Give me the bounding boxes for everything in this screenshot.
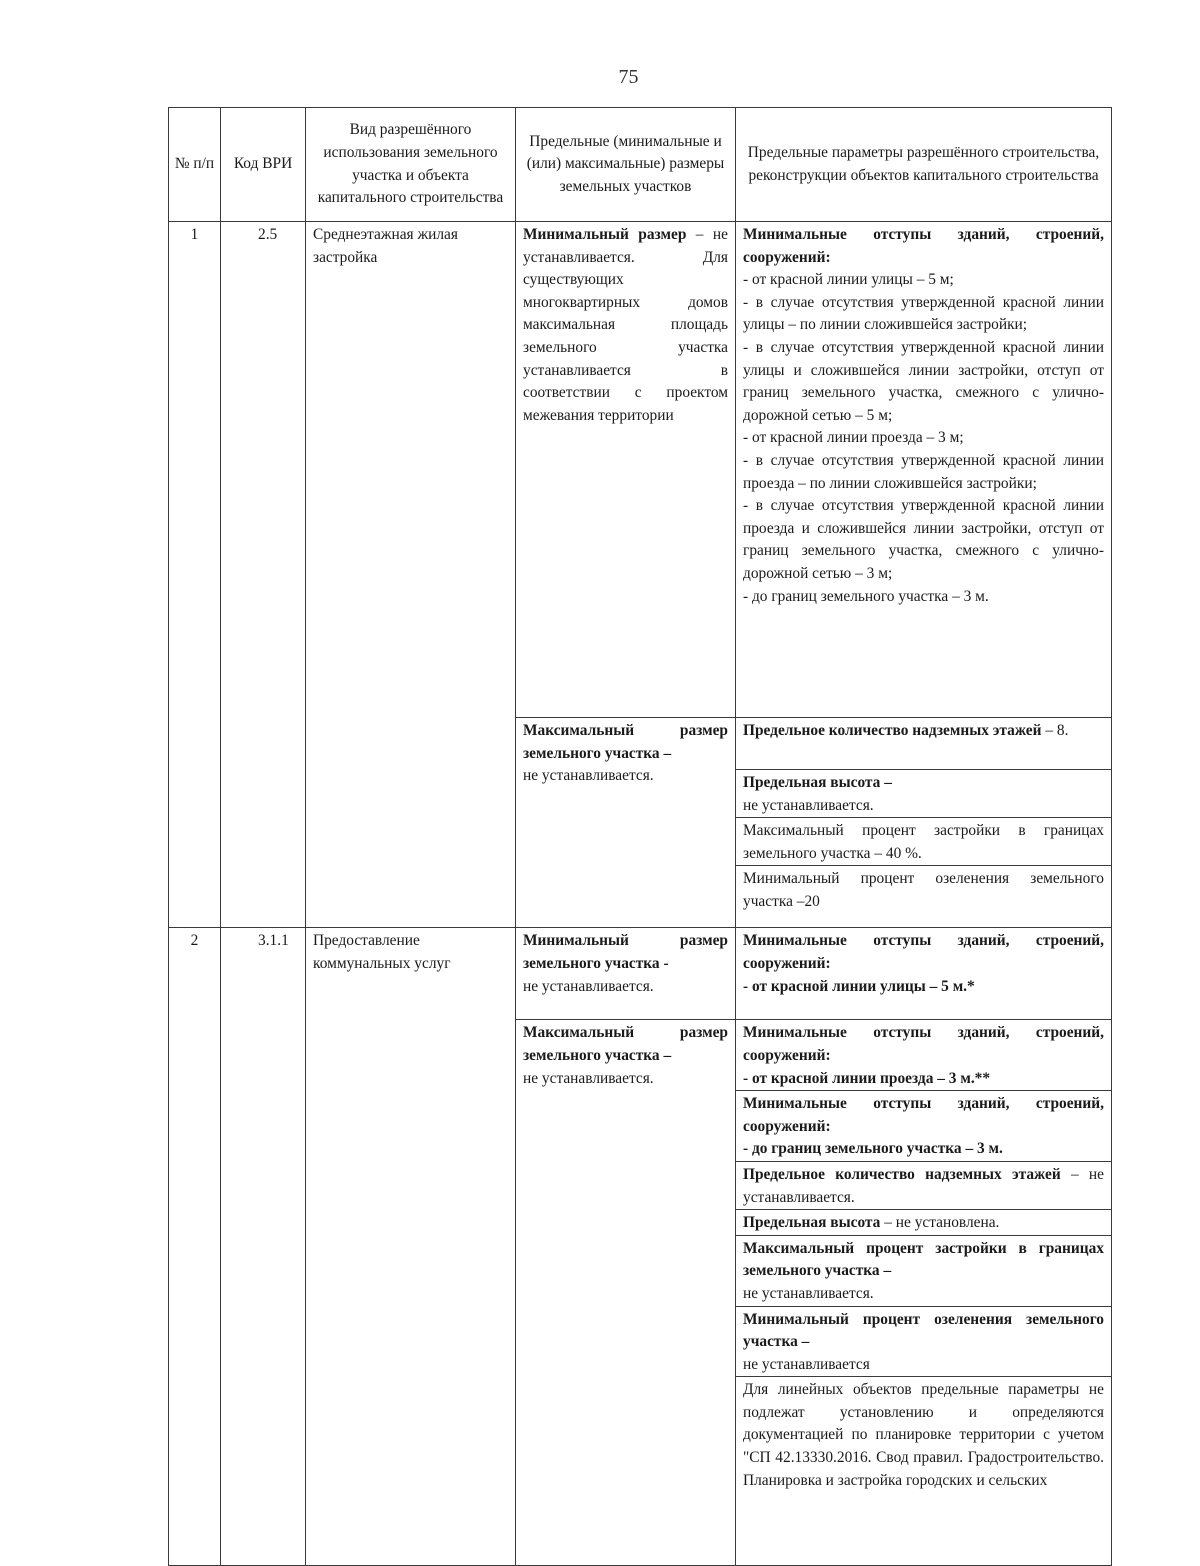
table-row xyxy=(169,928,1112,1020)
row2-linear-note xyxy=(736,1377,1112,1566)
page-number: 75 xyxy=(618,66,639,88)
row2-use: Предоставление коммунальных услуг xyxy=(306,928,516,1566)
row1-floors-value: – 8. xyxy=(1041,722,1069,739)
row2-offsets-title: Минимальные отступы зданий, строений, сооружений: xyxy=(743,932,1104,972)
row2-build-pct-value: не устанавливается. xyxy=(743,1284,874,1302)
row2-code: 3.1.1 xyxy=(221,928,306,1566)
row2-offset-passage: - от красной линии проезда – 3 м.** xyxy=(743,1069,991,1087)
row2-floors-title: Предельное количество надземных этажей xyxy=(743,1165,1061,1183)
row2-min-size-value: не устанавливается. xyxy=(523,977,654,995)
list-item: - от красной линии проезда – 3 м; xyxy=(743,429,964,447)
row2-max-size xyxy=(516,1020,736,1566)
row2-green-pct xyxy=(736,1306,1112,1377)
row1-num: 1 xyxy=(169,222,221,928)
row1-floors-title: Предельное количество надземных этажей xyxy=(743,722,1042,739)
header-use: Вид разрешённого использования земельного участка и объекта капитального строительства xyxy=(306,108,516,222)
row2-offsets2 xyxy=(736,1020,1112,1091)
row2-linear-note-text: Для линейных объектов предельные параметры не подлежат установлению и определяются документацией по планировке территории с учетом "СП 42.13330.2016. Свод правил. Градостроительство. Планировка и застройка городских и сельских xyxy=(743,1381,1104,1489)
row1-offsets-title: Минимальные отступы зданий, строений, сооружений: xyxy=(743,226,1104,266)
row2-offsets3-title: Минимальные отступы зданий, строений, сооружений: xyxy=(743,1095,1104,1135)
row2-min-size xyxy=(516,928,736,1020)
row1-floors xyxy=(736,718,1112,770)
header-num: № п/п xyxy=(169,108,221,222)
row2-max-size-value: не устанавливается. xyxy=(523,1069,654,1087)
row1-height-value: не устанавливается. xyxy=(743,796,874,814)
row2-height xyxy=(736,1210,1112,1236)
row2-offsets3 xyxy=(736,1091,1112,1162)
row2-green-pct-title: Минимальный процент озеленения земельного участка – xyxy=(743,1310,1104,1351)
row1-max-size-value: не устанавливается. xyxy=(523,767,654,785)
row2-build-pct-title: Максимальный процент застройки в границах земельного участка – xyxy=(743,1239,1104,1280)
row1-green-pct: Минимальный процент озеленения земельного участка –20 xyxy=(736,866,1112,928)
row2-min-size-title: Минимальный размер земельного участка - xyxy=(523,932,728,972)
row2-floors xyxy=(736,1161,1112,1209)
row1-offsets xyxy=(736,222,1112,718)
table-row xyxy=(169,222,1112,718)
row2-max-size-title: Максимальный размер земельного участка – xyxy=(523,1024,728,1064)
row1-code: 2.5 xyxy=(221,222,306,928)
row1-min-size xyxy=(516,222,736,718)
list-item: - в случае отсутствия утвержденной красной линии улицы – по линии сложившейся застройки; xyxy=(743,293,1104,334)
row2-height-title: Предельная высота xyxy=(743,1214,881,1232)
row1-height-title: Предельная высота – xyxy=(743,774,892,791)
row1-build-pct: Максимальный процент застройки в границах земельного участка – 40 %. xyxy=(736,818,1112,866)
row2-offsets xyxy=(736,928,1112,1020)
row1-max-size xyxy=(516,718,736,928)
list-item: - до границ земельного участка – 3 м. xyxy=(743,587,989,605)
row2-offset-street: - от красной линии улицы – 5 м.* xyxy=(743,977,975,995)
zoning-table xyxy=(168,107,1112,1566)
list-item: - в случае отсутствия утвержденной красной линии проезда – по линии сложившейся застройки; xyxy=(743,451,1104,492)
row1-height xyxy=(736,770,1112,818)
header-params: Предельные параметры разрешённого строительства, реконструкции объектов капитального строительства xyxy=(736,108,1112,222)
header-size: Предельные (минимальные и (или) максимальные) размеры земельных участков xyxy=(516,108,736,222)
row2-green-pct-value: не устанавливается xyxy=(743,1355,870,1373)
row1-min-size-text: – не устанавливается. Для существующих многоквартирных домов максимальная площадь земельного участка устанавливается в соответствии с проектом межевания территории xyxy=(523,226,728,424)
row1-max-size-title: Максимальный размер земельного участка – xyxy=(523,722,728,762)
list-item: - в случае отсутствия утвержденной красной линии проезда и сложившейся линии застройки, отступ от границ земельного участка, смежного с улично-дорожной сетью – 3 м; xyxy=(743,497,1104,582)
list-item: - в случае отсутствия утвержденной красной линии улицы и сложившейся линии застройки, отступ от границ земельного участка, смежного с улично-дорожной сетью – 5 м; xyxy=(743,338,1104,424)
row2-offsets2-title: Минимальные отступы зданий, строений, сооружений: xyxy=(743,1024,1104,1064)
row1-min-size-title: Минимальный размер xyxy=(523,226,687,243)
row2-offset-border: - до границ земельного участка – 3 м. xyxy=(743,1140,1003,1158)
row2-num: 2 xyxy=(169,928,221,1566)
row1-use: Среднеэтажная жилая застройка xyxy=(306,222,516,928)
header-code: Код ВРИ xyxy=(221,108,306,222)
row2-height-value: – не установлена. xyxy=(880,1214,1000,1232)
table-header-row xyxy=(169,108,1112,222)
list-item: - от красной линии улицы – 5 м; xyxy=(743,271,954,289)
row2-floors-value: – не устанавливается. xyxy=(743,1165,1104,1206)
row2-build-pct xyxy=(736,1235,1112,1306)
